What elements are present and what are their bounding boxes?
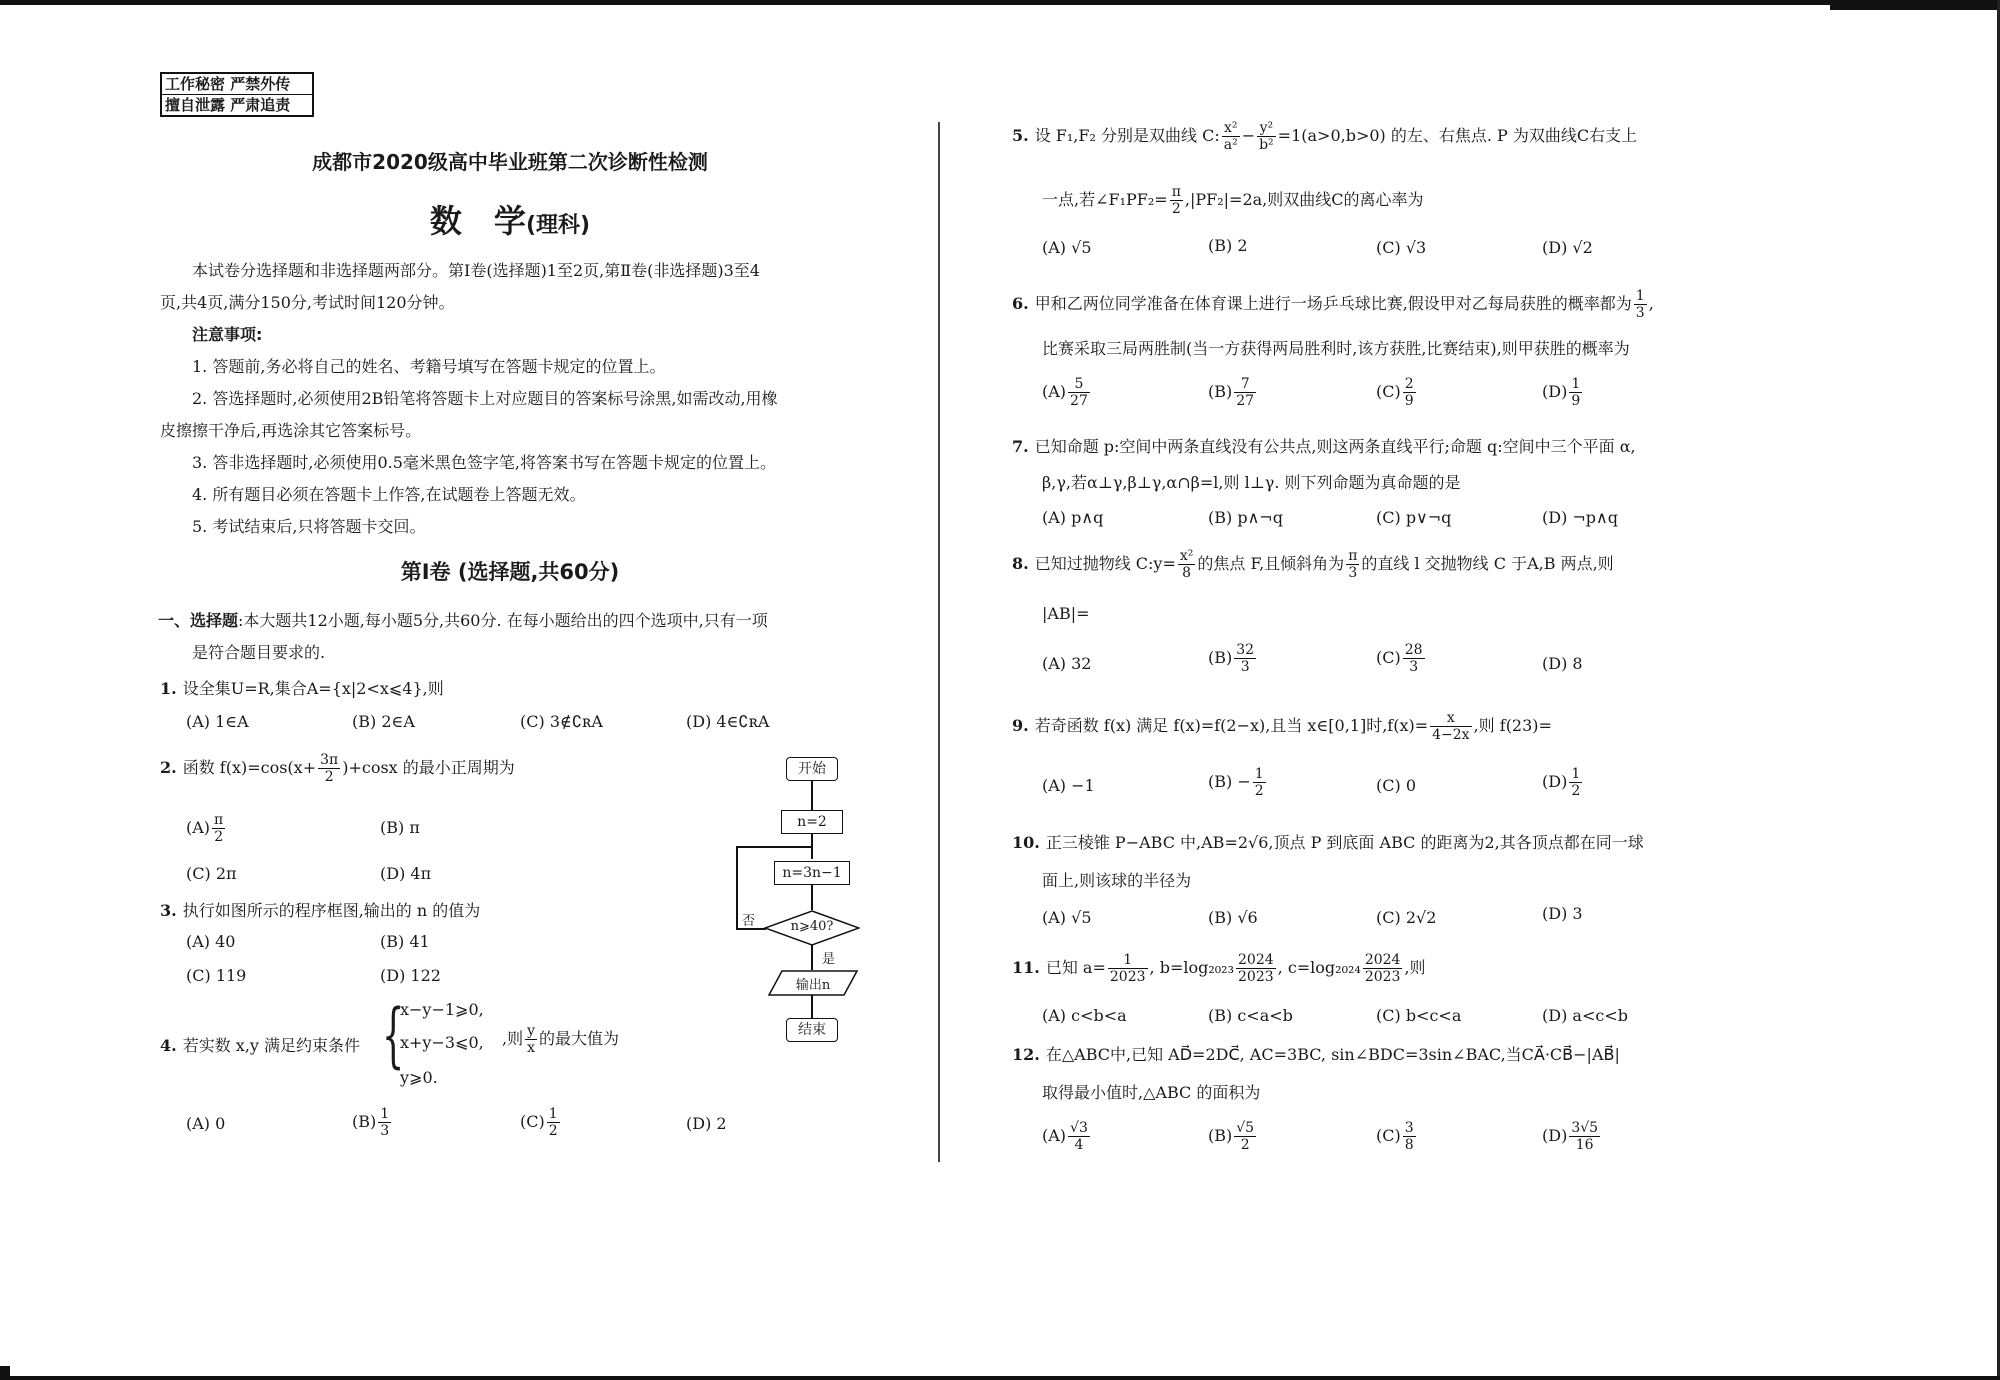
q12-c-den: 8 bbox=[1404, 1137, 1414, 1153]
q5-option-b: (B) 2 bbox=[1208, 236, 1248, 255]
q11-post: ,则 bbox=[1404, 958, 1426, 977]
q4-b-fraction bbox=[378, 1106, 391, 1139]
q12-option-c bbox=[1376, 1120, 1418, 1153]
q1-option-c: (C) 3∉∁ʀA bbox=[520, 712, 603, 731]
q2-option-b: (B) π bbox=[380, 818, 420, 837]
flow-output: 输出n bbox=[795, 978, 831, 993]
q9-option-c: (C) 0 bbox=[1376, 776, 1416, 795]
q6-a-den: 27 bbox=[1070, 393, 1088, 409]
q8-c-label: (C) bbox=[1376, 648, 1401, 667]
q7-number: 7. bbox=[1012, 437, 1029, 456]
flow-end: 结束 bbox=[786, 1018, 838, 1042]
q4-post bbox=[502, 1023, 619, 1056]
q3-option-c: (C) 119 bbox=[186, 966, 247, 985]
q6-c-den: 9 bbox=[1404, 393, 1414, 409]
q11-c-num: 2024 bbox=[1364, 952, 1401, 968]
q12-c-num: 3 bbox=[1404, 1120, 1414, 1136]
q8-stem-line-1 bbox=[1012, 548, 1614, 581]
q12-d-den: 16 bbox=[1575, 1137, 1594, 1153]
q10-option-d: (D) 3 bbox=[1542, 904, 1583, 923]
q8-post: 的直线 l 交抛物线 C 于A,B 两点,则 bbox=[1361, 554, 1614, 573]
q2-frac-num: 3π bbox=[320, 752, 339, 768]
q7-option-a: (A) p∧q bbox=[1042, 508, 1104, 527]
section-title: 第Ⅰ卷 (选择题,共60分) bbox=[400, 560, 620, 584]
q9-d-label: (D) bbox=[1542, 772, 1568, 791]
q12-option-a bbox=[1042, 1120, 1092, 1153]
q5-pre: 设 F₁,F₂ 分别是双曲线 C: bbox=[1034, 126, 1220, 145]
q11-b-pre: , b=log₂₀₂₃ bbox=[1149, 958, 1234, 977]
q5-l2-num: π bbox=[1171, 184, 1181, 200]
column-divider bbox=[938, 122, 940, 1162]
scan-mark-bottom-left bbox=[0, 1366, 10, 1380]
q8-option-d: (D) 8 bbox=[1542, 654, 1583, 673]
q4-frac-den: x bbox=[527, 1040, 535, 1056]
q12-b-num: √5 bbox=[1236, 1120, 1255, 1136]
q11-a-den: 2023 bbox=[1109, 969, 1146, 985]
scan-edge-top bbox=[0, 0, 2000, 5]
q8-stem-line-2: |AB|= bbox=[1042, 604, 1090, 623]
section-head-line-1 bbox=[158, 608, 768, 631]
q9-fraction bbox=[1430, 710, 1471, 743]
q6-l1: 甲和乙两位同学准备在体育课上进行一场乒乓球比赛,假设甲对乙每局获胜的概率都为 bbox=[1034, 294, 1632, 313]
q2-a-label: (A) bbox=[186, 818, 211, 837]
q10-option-a: (A) √5 bbox=[1042, 908, 1092, 927]
q8-pre: 已知过抛物线 C:y= bbox=[1034, 554, 1176, 573]
q12-d-num: 3√5 bbox=[1571, 1120, 1599, 1136]
q10-option-b: (B) √6 bbox=[1208, 908, 1258, 927]
q5-minus: − bbox=[1241, 126, 1256, 145]
q6-d-den: 9 bbox=[1571, 393, 1581, 409]
q3-option-b: (B) 41 bbox=[380, 932, 430, 951]
q9-b-den: 2 bbox=[1254, 783, 1264, 799]
flow-arrow-1 bbox=[811, 780, 813, 810]
q2-option-d: (D) 4π bbox=[380, 864, 432, 883]
q12-number: 12. bbox=[1012, 1045, 1040, 1064]
q12-a-label: (A) bbox=[1042, 1126, 1067, 1145]
confidential-stamp bbox=[160, 72, 314, 117]
q4-constraint-1: x−y−1⩾0, bbox=[400, 1000, 484, 1019]
q3-stem bbox=[160, 898, 480, 921]
q5-stem-line-1 bbox=[1012, 120, 1637, 153]
q6-option-b bbox=[1208, 376, 1258, 409]
q6-stem-line-1 bbox=[1012, 288, 1654, 321]
q4-post-text: 的最大值为 bbox=[539, 1029, 620, 1048]
q6-option-a bbox=[1042, 376, 1092, 409]
q6-l1-post: , bbox=[1648, 294, 1654, 313]
q6-a-fraction bbox=[1068, 376, 1090, 409]
q5-frac-1 bbox=[1222, 120, 1240, 153]
q2-a-num: π bbox=[214, 812, 224, 828]
q6-a-num: 5 bbox=[1068, 376, 1090, 393]
flow-yes-label: 是 bbox=[822, 952, 836, 967]
exam-title: 成都市2020级高中毕业班第二次诊断性检测 bbox=[312, 150, 708, 174]
q12-c-label: (C) bbox=[1376, 1126, 1401, 1145]
q9-pre: 若奇函数 f(x) 满足 f(x)=f(2−x),且当 x∈[0,1]时,f(x)= bbox=[1034, 716, 1429, 735]
q2-option-a bbox=[186, 812, 227, 845]
flow-init: n=2 bbox=[781, 810, 843, 834]
q3-option-a: (A) 40 bbox=[186, 932, 236, 951]
q8-option-a: (A) 32 bbox=[1042, 654, 1092, 673]
section-head-text: :本大题共12小题,每小题5分,共60分. 在每小题给出的四个选项中,只有一项 bbox=[238, 611, 768, 630]
flow-cond: n⩾40? bbox=[790, 919, 834, 934]
q5-l2-post: ,|PF₂|=2a,则双曲线C的离心率为 bbox=[1184, 190, 1424, 209]
q2-pre: 函数 f(x)=cos(x+ bbox=[182, 758, 317, 777]
q7-l1: 已知命题 p:空间中两条直线没有公共点,则这两条直线平行;命题 q:空间中三个平面 α, bbox=[1034, 437, 1636, 456]
q6-a-label: (A) bbox=[1042, 382, 1067, 401]
q11-pre: 已知 a= bbox=[1045, 958, 1106, 977]
q2-a-fraction bbox=[212, 812, 225, 845]
q5-f1-den: a² bbox=[1223, 137, 1238, 153]
notice-4: 4. 所有题目必须在答题卡上作答,在试题卷上答题无效。 bbox=[192, 485, 586, 504]
q10-number: 10. bbox=[1012, 833, 1040, 852]
q12-a-den: 4 bbox=[1074, 1137, 1084, 1153]
subject-name: 数 学 bbox=[429, 202, 526, 240]
q6-option-c bbox=[1376, 376, 1418, 409]
q2-frac-den: 2 bbox=[324, 769, 334, 785]
q3-option-d: (D) 122 bbox=[380, 966, 441, 985]
q8-fraction-2 bbox=[1346, 548, 1359, 581]
q6-b-label: (B) bbox=[1208, 382, 1233, 401]
q4-pre-text: 若实数 x,y 满足约束条件 bbox=[182, 1036, 361, 1055]
notice-1: 1. 答题前,务必将自己的姓名、考籍号填写在答题卡规定的位置上。 bbox=[192, 357, 666, 376]
q11-option-b: (B) c<a<b bbox=[1208, 1006, 1293, 1025]
q4-frac-num: y bbox=[527, 1023, 536, 1039]
notice-title: 注意事项: bbox=[192, 325, 263, 344]
q6-option-d bbox=[1542, 376, 1584, 409]
q11-c-fraction bbox=[1363, 952, 1403, 985]
q5-f1-num: x² bbox=[1222, 120, 1240, 137]
q9-d-fraction bbox=[1569, 766, 1582, 799]
section-head-line-2: 是符合题目要求的. bbox=[192, 643, 326, 662]
q9-d-den: 2 bbox=[1571, 783, 1581, 799]
q5-stem-line-2 bbox=[1042, 184, 1424, 217]
q1-text: 设全集U=R,集合A={x|2<x⩽4},则 bbox=[182, 679, 444, 698]
q11-stem bbox=[1012, 952, 1426, 985]
flow-arrow-4 bbox=[811, 944, 813, 970]
q5-frac-2 bbox=[1257, 120, 1276, 153]
scan-edge-bottom bbox=[0, 1376, 2000, 1380]
q4-b-label: (B) bbox=[352, 1112, 377, 1131]
q1-option-d: (D) 4∈∁ʀA bbox=[686, 712, 770, 731]
q9-stem bbox=[1012, 710, 1552, 743]
q11-c-den: 2023 bbox=[1364, 969, 1401, 985]
q8-mid: 的焦点 F,且倾斜角为 bbox=[1197, 554, 1345, 573]
q10-option-c: (C) 2√2 bbox=[1376, 908, 1437, 927]
q6-l1-fraction bbox=[1634, 288, 1647, 321]
q11-a-num: 1 bbox=[1108, 952, 1148, 969]
q9-b-num: 1 bbox=[1254, 766, 1264, 782]
section-head-label: 一、选择题 bbox=[158, 611, 239, 630]
q11-option-d: (D) a<c<b bbox=[1542, 1006, 1628, 1025]
q8-f2-den: 3 bbox=[1348, 565, 1358, 581]
flow-loop-left bbox=[736, 846, 738, 929]
scan-edge-top-right bbox=[1830, 0, 2000, 10]
q12-l1: 在△ABC中,已知 AD⃗=2DC⃗, AC=3BC, sin∠BDC=3sin∠BAC,当CA⃗·CB⃗−|AB⃗| bbox=[1045, 1045, 1620, 1064]
q5-option-c: (C) √3 bbox=[1376, 238, 1427, 257]
q9-d-num: 1 bbox=[1571, 766, 1581, 782]
q4-option-c bbox=[520, 1106, 562, 1139]
q4-brace: { bbox=[382, 994, 405, 1076]
q12-stem-line-1 bbox=[1012, 1042, 1620, 1065]
q11-c-pre: , c=log₂₀₂₄ bbox=[1277, 958, 1361, 977]
q12-d-fraction bbox=[1569, 1120, 1600, 1153]
notice-5: 5. 考试结束后,只将答题卡交回。 bbox=[192, 517, 426, 536]
flow-loop-top bbox=[736, 846, 812, 848]
q8-c-den: 3 bbox=[1409, 659, 1419, 675]
q4-mid: ,则 bbox=[502, 1029, 524, 1048]
q4-constraint-2: x+y−3⩽0, bbox=[400, 1033, 484, 1052]
q4-fraction bbox=[525, 1023, 537, 1056]
q4-c-fraction bbox=[547, 1106, 560, 1139]
q4-c-num: 1 bbox=[548, 1106, 558, 1122]
q2-number: 2. bbox=[160, 758, 177, 777]
q11-option-c: (C) b<c<a bbox=[1376, 1006, 1462, 1025]
q12-b-label: (B) bbox=[1208, 1126, 1233, 1145]
q6-b-fraction bbox=[1234, 376, 1256, 409]
notice-2a: 2. 答选择题时,必须使用2B铅笔将答题卡上对应题目的答案标号涂黑,如需改动,用橡 bbox=[192, 389, 778, 408]
q7-option-c: (C) p∨¬q bbox=[1376, 508, 1452, 527]
q9-frac-num: x bbox=[1430, 710, 1471, 727]
q2-stem bbox=[160, 752, 515, 785]
q5-option-a: (A) √5 bbox=[1042, 238, 1092, 257]
q4-number: 4. bbox=[160, 1036, 177, 1055]
q11-b-fraction bbox=[1236, 952, 1276, 985]
q4-b-num: 1 bbox=[380, 1106, 390, 1122]
q4-constraint-3: y⩾0. bbox=[400, 1068, 438, 1087]
subject-note: (理科) bbox=[525, 213, 591, 238]
flow-start: 开始 bbox=[786, 757, 838, 781]
q8-fraction-1 bbox=[1178, 548, 1196, 581]
q5-post: =1(a>0,b>0) 的左、右焦点. P 为双曲线C右支上 bbox=[1277, 126, 1638, 145]
q11-option-a: (A) c<b<a bbox=[1042, 1006, 1127, 1025]
q8-f2-num: π bbox=[1348, 548, 1358, 564]
q7-stem-line-1 bbox=[1012, 434, 1636, 457]
q5-f2-den: b² bbox=[1259, 137, 1274, 153]
q1-option-b: (B) 2∈A bbox=[352, 712, 415, 731]
q10-stem-line-2: 面上,则该球的半径为 bbox=[1042, 871, 1192, 890]
q11-number: 11. bbox=[1012, 958, 1040, 977]
q6-number: 6. bbox=[1012, 294, 1029, 313]
q6-c-label: (C) bbox=[1376, 382, 1401, 401]
q3-number: 3. bbox=[160, 901, 177, 920]
q6-l1-num: 1 bbox=[1635, 288, 1645, 304]
q9-number: 9. bbox=[1012, 716, 1029, 735]
q12-a-fraction bbox=[1068, 1120, 1090, 1153]
intro-line-1: 本试卷分选择题和非选择题两部分。第Ⅰ卷(选择题)1至2页,第Ⅱ卷(非选择题)3至4 bbox=[192, 261, 760, 280]
q4-b-den: 3 bbox=[380, 1123, 390, 1139]
q10-stem-line-1 bbox=[1012, 830, 1644, 853]
q6-b-num: 7 bbox=[1234, 376, 1256, 393]
q6-d-fraction bbox=[1569, 376, 1582, 409]
q4-option-d: (D) 2 bbox=[686, 1114, 727, 1133]
q8-f1-num: x² bbox=[1179, 548, 1194, 564]
q4-option-a: (A) 0 bbox=[186, 1114, 226, 1133]
q5-l2-den: 2 bbox=[1171, 201, 1181, 217]
q5-number: 5. bbox=[1012, 126, 1029, 145]
q6-d-num: 1 bbox=[1571, 376, 1581, 392]
q12-option-b bbox=[1208, 1120, 1258, 1153]
q3-text: 执行如图所示的程序框图,输出的 n 的值为 bbox=[182, 901, 481, 920]
intro-line-2: 页,共4页,满分150分,考试时间120分钟。 bbox=[160, 293, 455, 312]
q10-l1: 正三棱锥 P−ABC 中,AB=2√6,顶点 P 到底面 ABC 的距离为2,其各顶点都在同一球 bbox=[1045, 833, 1644, 852]
q2-post: )+cosx 的最小正周期为 bbox=[342, 758, 515, 777]
q4-pre bbox=[160, 1033, 360, 1056]
q12-b-fraction bbox=[1234, 1120, 1256, 1153]
q6-l1-den: 3 bbox=[1635, 305, 1645, 321]
q9-option-b bbox=[1208, 766, 1268, 799]
q12-b-den: 2 bbox=[1240, 1137, 1250, 1153]
q7-option-b: (B) p∧¬q bbox=[1208, 508, 1283, 527]
stamp-line-2: 擅自泄露 严肃追责 bbox=[165, 96, 291, 114]
q1-stem bbox=[160, 676, 444, 699]
q12-d-label: (D) bbox=[1542, 1126, 1568, 1145]
q8-option-c bbox=[1376, 642, 1427, 675]
q2-a-den: 2 bbox=[214, 829, 224, 845]
q9-post: ,则 f(23)= bbox=[1473, 716, 1552, 735]
stamp-line-1: 工作秘密 严禁外传 bbox=[162, 74, 312, 95]
q8-b-fraction bbox=[1234, 642, 1256, 675]
flow-no-label: 否 bbox=[742, 914, 756, 929]
q6-c-fraction bbox=[1403, 376, 1416, 409]
q6-d-label: (D) bbox=[1542, 382, 1568, 401]
q8-c-fraction bbox=[1403, 642, 1425, 675]
q5-option-d: (D) √2 bbox=[1542, 238, 1593, 257]
q9-option-d bbox=[1542, 766, 1584, 799]
q1-option-a: (A) 1∈A bbox=[186, 712, 249, 731]
q8-f1-den: 8 bbox=[1182, 565, 1192, 581]
flow-step: n=3n−1 bbox=[774, 861, 850, 885]
q8-option-b bbox=[1208, 642, 1258, 675]
q1-number: 1. bbox=[160, 679, 177, 698]
q12-a-num: √3 bbox=[1070, 1120, 1088, 1136]
q11-a-fraction bbox=[1108, 952, 1148, 985]
q11-b-num: 2024 bbox=[1238, 952, 1274, 968]
q8-number: 8. bbox=[1012, 554, 1029, 573]
q6-c-num: 2 bbox=[1404, 376, 1414, 392]
q11-b-den: 2023 bbox=[1238, 969, 1274, 985]
q6-stem-line-2: 比赛采取三局两胜制(当一方获得两局胜利时,该方获胜,比赛结束),则甲获胜的概率为 bbox=[1042, 339, 1630, 358]
q9-b-fraction bbox=[1253, 766, 1266, 799]
flow-arrow-5 bbox=[811, 994, 813, 1018]
q4-option-b bbox=[352, 1106, 393, 1139]
q7-option-d: (D) ¬p∧q bbox=[1542, 508, 1618, 527]
notice-2b: 皮擦擦干净后,再选涂其它答案标号。 bbox=[160, 421, 422, 440]
q8-b-num: 32 bbox=[1236, 642, 1255, 658]
q12-c-fraction bbox=[1403, 1120, 1416, 1153]
q12-stem-line-2: 取得最小值时,△ABC 的面积为 bbox=[1042, 1083, 1261, 1102]
q9-option-a: (A) −1 bbox=[1042, 776, 1095, 795]
q7-stem-line-2: β,γ,若α⊥γ,β⊥γ,α∩β=l,则 l⊥γ. 则下列命题为真命题的是 bbox=[1042, 473, 1461, 492]
q4-c-den: 2 bbox=[548, 1123, 558, 1139]
q2-option-c: (C) 2π bbox=[186, 864, 237, 883]
exam-subject bbox=[160, 196, 860, 242]
q8-b-den: 3 bbox=[1240, 659, 1250, 675]
notice-3: 3. 答非选择题时,必须使用0.5毫米黑色签字笔,将答案书写在答题卡规定的位置上。 bbox=[192, 453, 776, 472]
q9-frac-den: 4−2x bbox=[1432, 727, 1470, 743]
q5-f2-num: y² bbox=[1257, 120, 1276, 137]
q5-l2-pre: 一点,若∠F₁PF₂= bbox=[1042, 190, 1168, 209]
q8-c-num: 28 bbox=[1404, 642, 1423, 658]
q9-b-label: (B) − bbox=[1208, 772, 1251, 791]
q6-b-den: 27 bbox=[1236, 393, 1255, 409]
flow-arrow-3 bbox=[811, 884, 813, 910]
q5-l2-fraction bbox=[1170, 184, 1183, 217]
q12-option-d bbox=[1542, 1120, 1602, 1153]
q8-b-label: (B) bbox=[1208, 648, 1233, 667]
q2-fraction bbox=[318, 752, 340, 785]
q4-c-label: (C) bbox=[520, 1112, 545, 1131]
